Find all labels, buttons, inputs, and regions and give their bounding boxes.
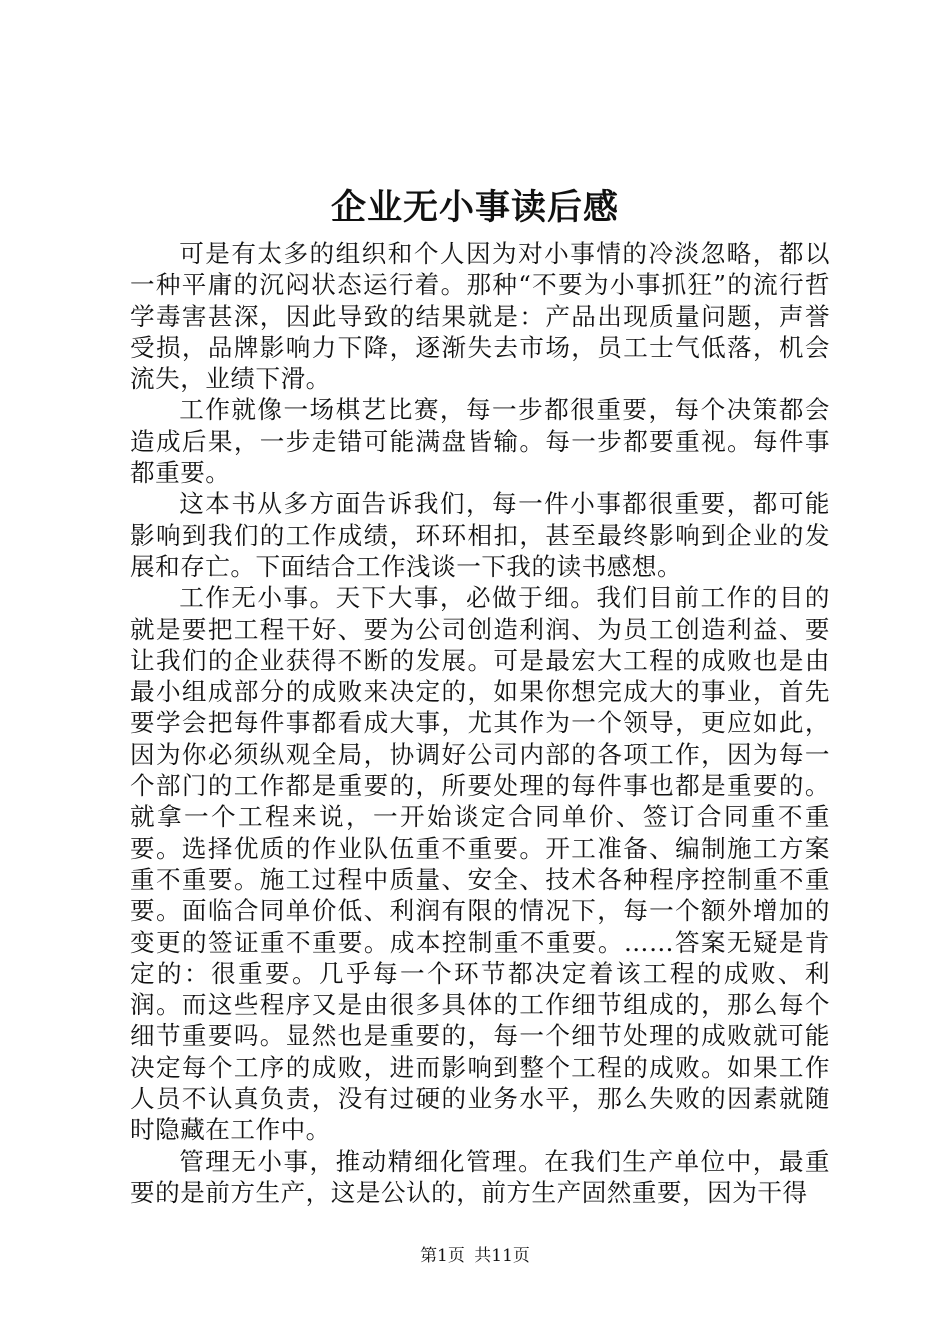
paragraph-5: 管理无小事，推动精细化管理。在我们生产单位中，最重要的是前方生产，这是公认的，前方生产固然重要，因为干得 [130, 1146, 830, 1207]
document-title: 企业无小事读后感 [330, 187, 619, 228]
page-total: 共11页 [474, 1246, 530, 1266]
paragraph-2: 工作就像一场棋艺比赛，每一步都很重要，每个决策都会造成后果，一步走错可能满盘皆输。每一步都要重视。每件事都重要。 [130, 395, 830, 488]
page-footer [0, 1244, 950, 1268]
paragraph-3: 这本书从多方面告诉我们，每一件小事都很重要，都可能影响到我们的工作成绩，环环相扣，甚至最终影响到企业的发展和存亡。下面结合工作浅谈一下我的读书感想。 [130, 489, 830, 581]
document-body [130, 238, 830, 1208]
paragraph-4: 工作无小事。天下大事，必做于细。我们目前工作的目的就是要把工程干好、要为公司创造利润、为员工创造利益、要让我们的企业获得不断的发展。可是最宏大工程的成败也是由最小组成部分的成败来决定的，如果你想完成大的事业，首先要学会把每件事都看成大事，尤其作为一个领导，更应如此，因为你必须纵观全局，协调好公司内部的各项工作，因为每一个部门的工作都是重要的，所要处理的每件事也都是重要的。就拿一个工程来说，一开始谈定合同单价、签订合同重不重要。选择优质的作业队伍重不重要。开工准备、编制施工方案重不重要。施工过程中质量、安全、技术各种程序控制重不重要。面临合同单价低、利润有限的情况下，每一个额外增加的变更的签证重不重要。成本控制重不重要。……答案无疑是肯定的：很重要。几乎每一个环节都决定着该工程的成败、利润。而这些程序又是由很多具体的工作细节组成的，那么每个细节重要吗。显然也是重要的，每一个细节处理的成败就可能决定每个工序的成败，进而影响到整个工程的成败。如果工作人员不认真负责，没有过硬的业务水平，那么失败的因素就随时隐藏在工作中。 [130, 583, 830, 1145]
paragraph-1: 可是有太多的组织和个人因为对小事情的冷淡忽略，都以一种平庸的沉闷状态运行着。那种“不要为小事抓狂”的流行哲学毒害甚深，因此导致的结果就是：产品出现质量问题，声誉受损，品牌影响力下降，逐渐失去市场，员工士气低落，机会流失，业绩下滑。 [130, 239, 830, 394]
page-number: 第1页 [420, 1246, 465, 1266]
